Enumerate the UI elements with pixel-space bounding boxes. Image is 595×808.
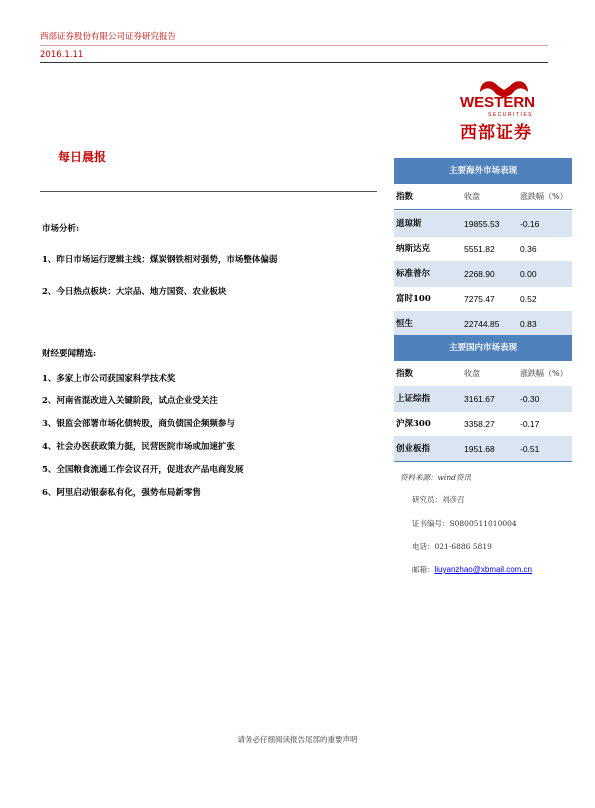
domestic-table-title: 主要国内市场表现 bbox=[394, 335, 572, 361]
company-logo bbox=[458, 72, 553, 142]
news-heading: 财经要闻精选: bbox=[42, 349, 97, 359]
table-row: 创业板指 1951.68 -0.51 bbox=[394, 436, 572, 462]
footer-disclaimer: 请务必仔细阅读报告尾部的重要声明 bbox=[237, 735, 358, 744]
logo-chinese: 西部证券 bbox=[460, 123, 532, 143]
analyst: 研究员：刘彦召 bbox=[412, 495, 465, 504]
data-source: 资料来源：wind资讯 bbox=[400, 473, 471, 482]
overseas-table-title: 主要海外市场表现 bbox=[394, 158, 572, 184]
phone: 电话：021-6886 5819 bbox=[412, 542, 492, 551]
header-divider-dark bbox=[40, 62, 548, 63]
news-item: 2、河南省混改进入关键阶段，试点企业受关注 bbox=[42, 396, 218, 406]
news-item: 1、多家上市公司获国家科学技术奖 bbox=[42, 374, 176, 384]
news-item: 5、全国粮食流通工作会议召开，促进农产品电商发展 bbox=[42, 465, 244, 475]
table-row: 富时100 7275.47 0.52 bbox=[396, 294, 537, 304]
email-label: 邮箱： bbox=[412, 565, 435, 574]
title-divider bbox=[40, 191, 377, 192]
table-row: 纳斯达克 5551.82 0.36 bbox=[396, 244, 537, 254]
email-link[interactable]: liuyanzhao@xbmail.com.cn bbox=[434, 565, 532, 574]
header-date: 2016.1.11 bbox=[40, 50, 84, 60]
header-company: 西部证券股份有限公司证券研究报告 bbox=[40, 32, 177, 42]
header-divider bbox=[40, 45, 548, 46]
logo-english: WESTERN bbox=[460, 94, 535, 111]
table-row: 道琼斯 19855.53 -0.16 bbox=[394, 211, 572, 237]
news-item: 3、银监会部署市场化债转股，商负债国企频频参与 bbox=[42, 419, 235, 429]
certificate-number: 证书编号：S0800511010004 bbox=[412, 519, 517, 528]
news-item: 4、社会办医获政策力挺，民营医院市场或加速扩张 bbox=[42, 442, 235, 452]
logo-securities: SECURITIES bbox=[488, 112, 534, 118]
market-heading: 市场分析: bbox=[42, 224, 80, 234]
news-item: 6、阿里启动银泰私有化，强势布局新零售 bbox=[42, 488, 201, 498]
table-row: 沪深300 3358.27 -0.17 bbox=[396, 419, 540, 429]
email-row bbox=[412, 564, 532, 575]
market-item: 2、今日热点板块：大宗品、地方国资、农业板块 bbox=[42, 287, 227, 297]
table-row: 上证综指 3161.67 -0.30 bbox=[394, 386, 572, 412]
table-row: 恒生 22744.85 0.83 bbox=[394, 311, 572, 337]
table-row: 标准普尔 2268.90 0.00 bbox=[394, 261, 572, 287]
domestic-table-header: 指数 收盘 涨跌幅（%） bbox=[394, 361, 572, 387]
report-title: 每日晨报 bbox=[58, 150, 107, 164]
overseas-table-header: 指数 收盘 涨跌幅（%） bbox=[394, 184, 572, 210]
market-item: 1、昨日市场运行逻辑主线：煤炭钢铁相对强势，市场整体偏弱 bbox=[42, 255, 278, 265]
